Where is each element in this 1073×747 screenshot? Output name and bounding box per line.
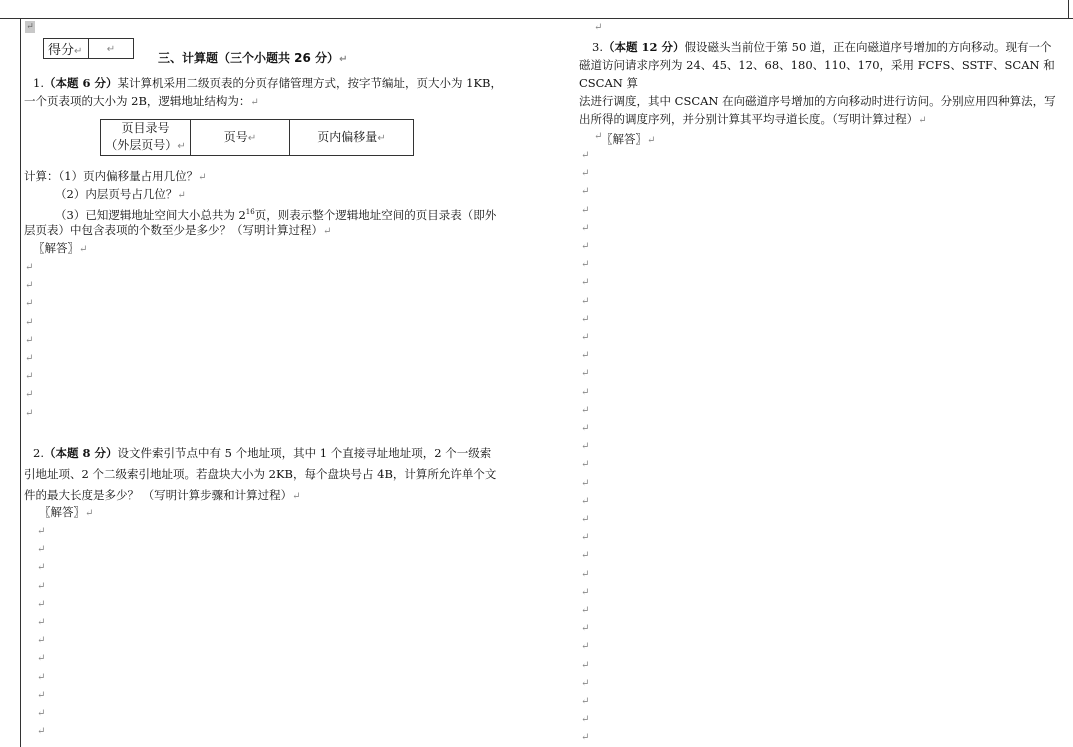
paragraph-mark-icon: ↵ [26,22,34,32]
paragraph-mark: ↵ [594,22,603,33]
paragraph-mark: ↵ [581,568,590,580]
page-top-border [0,0,1073,19]
paragraph-mark: ↵ [37,544,46,556]
paragraph-mark: ↵ [581,441,590,453]
paragraph-mark: ↵ [581,659,590,671]
paragraph-mark: ↵ [581,714,590,726]
paragraph-mark: ↵ [581,222,590,234]
paragraph-mark: ↵ [37,726,46,738]
paragraph-mark: ↵ [581,605,590,616]
paragraph-mark: ↵ [581,295,590,307]
paragraph-mark: ↵ [37,708,46,719]
paragraph-mark: ↵ [37,580,46,592]
paragraph-mark: ↵ [594,131,603,142]
paragraph-mark: ↵ [37,689,46,701]
paragraph-mark: ↵ [581,586,590,598]
q2-answer-label: 〖解答〗↵ [39,505,94,519]
paragraph-mark: ↵ [581,241,590,252]
paragraph-mark: ↵ [37,635,46,647]
paragraph-mark: ↵ [581,186,590,198]
paragraph-mark: ↵ [581,459,590,471]
paragraph-mark: ↵ [581,204,590,216]
score-label-cell: 得分↵ [44,39,89,59]
question-2: 2.（本题 8 分）设文件索引节点中有 5 个地址项，其中 1 个直接寻址地址项，2 个一级索 [33,446,492,460]
paragraph-mark: ↵ [581,277,590,289]
question-3: 3.（本题 12 分）假设磁头当前位于第 50 道，正在向磁道序号增加的方向移动。现有一个 磁道访问请求序列为 24、45、12、68、180、110、170，采用 FCFS、SSTF、SCAN 和 CSCAN 算 法进行调度，其中 CSCAN 在向磁道序号增加的方向移动时进行访问。分别应用四种算法，写 出所得的调度序列，并分别计算其平均寻道长度。（写明计算过程）↵ 〖解答〗↵ [579,40,1056,146]
question-2-line3: 件的最大长度是多少？ （写明计算步骤和计算过程）↵ [24,488,301,502]
paragraph-mark: ↵ [25,353,34,364]
score-value-cell[interactable]: ↵ [89,39,134,59]
page-number-cell: 页号↵ [191,120,290,156]
paragraph-mark: ↵ [581,677,590,689]
question-2-line2: 引地址项、2 个二级索引地址项。若盘块大小为 2KB，每个盘块号占 4B，计算所允许单个文 [24,467,497,481]
q1-answer-label: 〖解答〗↵ [33,241,88,255]
paragraph-mark: ↵ [581,495,590,507]
question-1-line2: 一个页表项的大小为 2B，逻辑地址结构为：↵ [24,94,259,108]
q1-calc-line2: （2）内层页号占几位？↵ [55,187,186,201]
paragraph-mark: ↵ [581,404,590,416]
paragraph-mark: ↵ [581,550,590,562]
paragraph-mark: ↵ [25,298,34,310]
paragraph-mark: ↵ [25,371,34,383]
paragraph-mark: ↵ [581,423,590,434]
q1-calc-line1: 计算：（1）页内偏移量占用几位？↵ [24,169,207,183]
paragraph-mark: ↵ [581,623,590,635]
paragraph-mark: ↵ [581,259,590,271]
q1-calc-line3: （3）已知逻辑地址空间大小总共为 $2^{16}$页，则表示整个逻辑地址空间的页目录表（即外 [55,207,497,222]
paragraph-mark: ↵ [581,368,590,380]
paragraph-mark: ↵ [581,350,590,362]
paragraph-mark: ↵ [581,150,590,161]
paragraph-mark: ↵ [25,334,34,346]
paragraph-mark: ↵ [37,653,46,665]
paragraph-mark: ↵ [37,598,46,610]
paragraph-mark: ↵ [37,671,46,683]
paragraph-mark: ↵ [25,316,34,328]
paragraph-mark: ↵ [581,732,590,744]
paragraph-mark: ↵ [581,386,590,398]
q1-calc-line4: 层页表）中包含表项的个数至少是多少？（写明计算过程）↵ [24,223,332,237]
section-title: 三、计算题（三个小题共 26 分）↵ [158,51,348,65]
paragraph-mark: ↵ [581,313,590,325]
paragraph-mark: ↵ [581,477,590,489]
paragraph-mark: ↵ [25,407,34,419]
score-box [43,38,134,59]
page-left-margin-line [20,18,21,747]
page-offset-cell: 页内偏移量↵ [290,120,414,156]
paragraph-mark: ↵ [581,696,590,707]
paragraph-mark: ↵ [37,562,46,574]
paragraph-mark: ↵ [37,526,46,537]
paragraph-mark: ↵ [25,389,34,401]
paragraph-mark: ↵ [25,262,34,273]
paragraph-mark: ↵ [581,532,590,544]
paragraph-mark: ↵ [581,168,590,180]
paragraph-mark: ↵ [25,280,34,292]
paragraph-mark: ↵ [581,332,590,343]
paragraph-mark: ↵ [37,617,46,628]
page-corner-mark [1068,0,1069,18]
paragraph-mark: ↵ [581,641,590,653]
question-1: 1.（本题 6 分）某计算机采用二级页表的分页存储管理方式，按字节编址，页大小为 1KB， [33,76,503,90]
logical-address-structure-table [100,119,414,156]
paragraph-mark: ↵ [581,514,590,525]
page-directory-cell: 页目录号 （外层页号）↵ [101,120,191,156]
